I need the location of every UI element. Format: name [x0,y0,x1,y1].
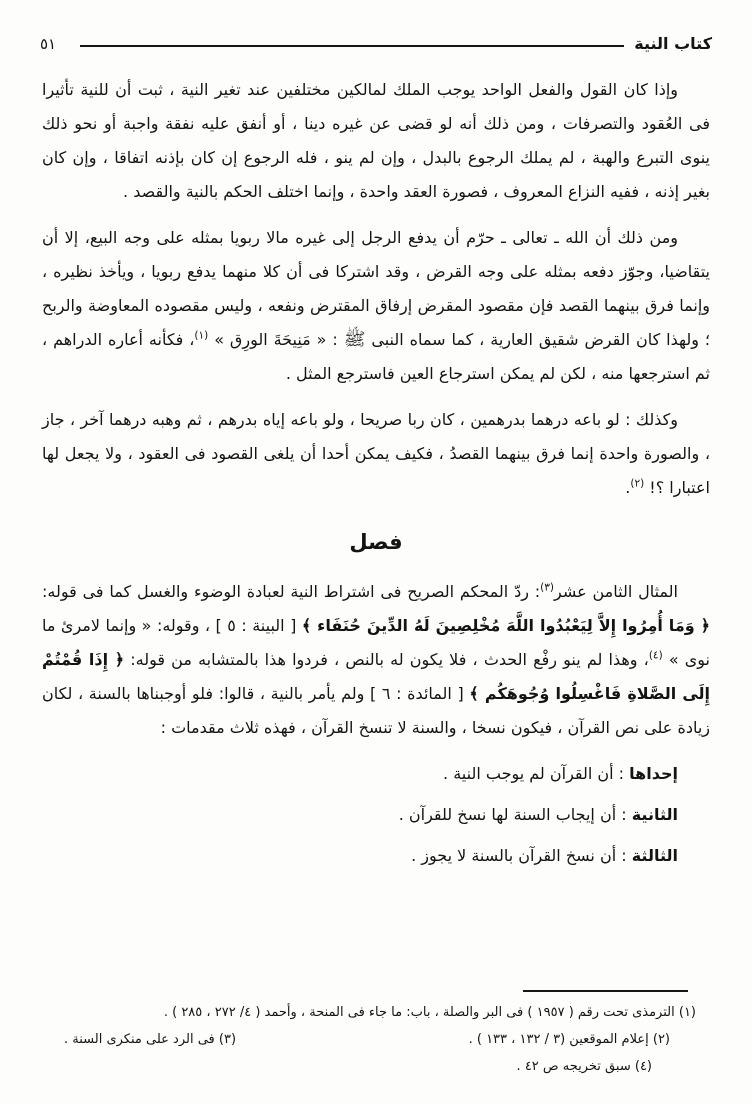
paragraph-3-text-b: . [625,478,631,497]
paragraph-3 [42,403,710,505]
paragraph-4-text-e: [ المائدة : ٦ ] ولم يأمر بالنية ، قالوا: فلو أوجبناها بالسنة ، لكان زيادة على نص القرآن ، فيكون نسخا ، والسنة لا تنسخ القرآن ، فهذه ثلاث مقدمات : [42,684,710,737]
paragraph-4-text-c: [ البينة : ٥ ] ، وقوله: « وإنما لامرئ ما نوى » [42,616,710,669]
footnote-4-text: سبق تخريجه ص ٤٢ . [516,1059,631,1074]
footnote-3-text: فى الرد على منكرى السنة . [64,1032,215,1047]
footnote-3 [64,1026,236,1053]
paragraph-3-text-a: وكذلك : لو باعه درهما بدرهمين ، كان ربا صريحا ، ولو باعه إياه بدرهم ، ثم وهبه درهما آخر ، جاز ، والصورة واحدة إنما فرق بينهما القصدُ ، فكيف يمكن أحدا أن يلغى القصود فى العقود ، ولا يجعل لها اعتبارا ؟! [42,410,710,497]
premise-3-label: الثالثة [631,846,678,865]
quran-verse-1: ﴿ وَمَا أُمِرُوا إِلاَّ لِيَعْبُدُوا اللَّهَ مُخْلِصِينَ لَهُ الدِّينَ حُنَفَاء ﴾ [301,616,711,635]
premise-1 [42,757,710,791]
paragraph-2-text-c: ، فكأنه أعاره الدراهم ، ثم استرجعها منه ، لكن لم يمكن استرجاع العين فاسترجع المثل . [42,330,710,383]
footnote-1-marker: (١) [678,1005,696,1020]
footnote-2-text: إعلام الموقعين (٣ / ١٣٢ ، ١٣٣ ) . [468,1032,649,1047]
premise-1-label: إحداها [629,764,678,783]
page-header [0,0,752,53]
premise-3 [42,839,710,873]
premise-1-text: : أن القرآن لم يوجب النية . [443,764,630,783]
footnote-1-text: الترمذى تحت رقم ( ١٩٥٧ ) فى البر والصلة ، باب: ما جاء فى المنحة ، وأحمد ( ٤/ ٢٧٢ ، ٢٨٥ ) . [163,1005,675,1020]
footnote-4 [42,1053,710,1080]
footnotes-section [42,990,710,1080]
page-number: ٥١ [40,34,57,53]
footnote-4-marker: (٤) [634,1059,652,1074]
paragraph-4-text-d: ، وهذا لم ينو رفْع الحدث ، فلا يكون له بالنص ، فردوا هذا بالمتشابه من قوله: [124,650,649,669]
paragraph-2 [42,221,710,391]
pbuh-symbol: ﷺ [343,329,366,350]
paragraph-2-text-b: : « مَنِيحَةَ الورِق » [208,330,344,349]
footnote-3-marker: (٣) [218,1032,237,1047]
paragraph-4 [42,575,710,745]
section-heading: فصل [349,530,403,554]
premise-2-text: : أن إيجاب السنة لها نسخ للقرآن . [398,805,632,824]
footnote-ref-4: (٤) [648,649,663,662]
paragraph-2-text-a: ومن ذلك أن الله ـ تعالى ـ حرّم أن يدفع الرجل إلى غيره مالا ربويا بمثله على وجه البيع، إلا أن يتقاضيا، وجوّز دفعه بمثله على وجه القرض ، وقد اشتركا فى أن كلا منهما يدفع ربويا ، ويأخذ نظيره ، وإنما فرق بينهما القصد فإن مقصود المقرض إرفاق المقترض ونفعه ، وليس مقصوده المعاوضة والربح ؛ ولهذا كان القرض شقيق العارية ، كما سماه النبى [42,228,710,349]
footnote-ref-1: (١) [194,329,209,342]
quran-verse-2: ﴿ إِذَا قُمْتُمْ إِلَى الصَّلاةِ فَاغْسِلُوا وُجُوهَكُم ﴾ [42,650,711,703]
footnote-separator [523,990,688,992]
page-body [0,53,752,873]
paragraph-1: وإذا كان القول والفعل الواحد يوجب الملك لمالكين مختلفين عند تغير النية ، ثبت أن للنية تأثيرا فى العُقود والتصرفات ، ومن ذلك أنه لو قضى عن غيره دينا ، أو أنفق عليه نفقة واجبة أو نحو ذلك ينوى التبرع والهبة ، لم يملك الرجوع بالبدل ، وإن لم ينو ، فله الرجوع إن كان بإذنه اتفاقا ، وإن كان بغير إذنه ، ففيه النزاع المعروف ، فصورة العقد واحدة ، وإنما اختلف الحكم بالنية والقصد . [42,80,710,201]
footnote-ref-3: (٣) [540,581,555,594]
footnote-2-marker: (٢) [652,1032,670,1047]
footnote-ref-2: (٢) [630,477,645,490]
premise-2-label: الثانية [631,805,678,824]
book-title: كتاب النية [634,34,712,53]
paragraph-4-text-b: : ردّ المحكم الصريح فى اشتراط النية لعبادة الوضوء والغسل كما فى قوله: [42,582,541,601]
premise-3-text: : أن نسخ القرآن بالسنة لا يجوز . [411,846,632,865]
footnote-row-2-3 [42,1026,710,1053]
footnote-1 [42,999,710,1026]
premise-2 [42,798,710,832]
footnote-2 [469,1026,670,1053]
paragraph-4-text-a: المثال الثامن عشر [554,582,679,601]
header-rule [80,45,624,47]
